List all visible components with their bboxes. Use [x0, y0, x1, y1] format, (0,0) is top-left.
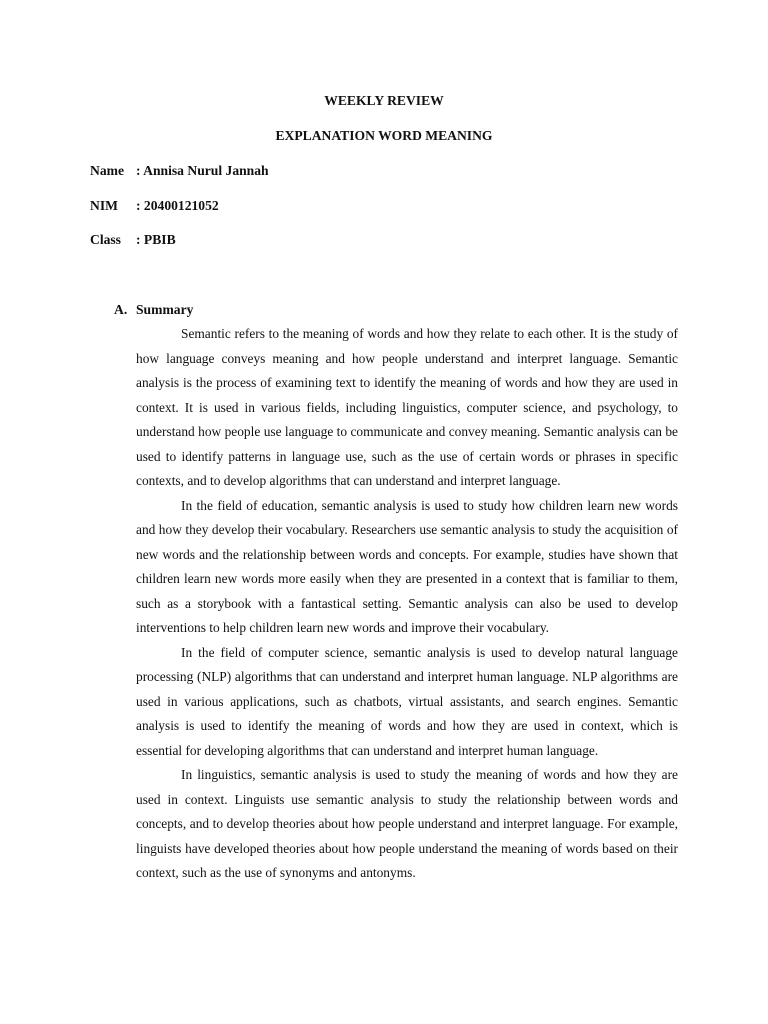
class-value: : PBIB — [136, 232, 176, 247]
info-row-class — [90, 231, 176, 249]
paragraph: Semantic refers to the meaning of words and how they relate to each other. It is the study of how language conveys meaning and how people understand and interpret language. Semantic analysis is the process of examining text to identify the meaning of words and how they are used in context. It is used in various fields, including linguistics, computer science, and psychology, to understand how people use language to communicate and convey meaning. Semantic analysis can be used to identify patterns in language use, such as the use of certain words or phrases in specific contexts, and to develop algorithms that can understand and interpret language. — [136, 326, 678, 488]
section-letter: A. — [114, 302, 128, 317]
info-row-nim — [90, 197, 219, 215]
nim-label: NIM — [90, 198, 118, 213]
section-title: Summary — [136, 302, 194, 317]
name-value: : Annisa Nurul Jannah — [136, 163, 269, 178]
class-label: Class — [90, 232, 121, 247]
nim-value: : 20400121052 — [136, 198, 219, 213]
document-subtitle: EXPLANATION WORD MEANING — [275, 128, 493, 143]
section-heading — [114, 301, 680, 319]
name-label: Name — [90, 163, 124, 178]
section-body — [136, 322, 678, 886]
document-title: WEEKLY REVIEW — [324, 93, 444, 108]
paragraph: In the field of education, semantic analysis is used to study how children learn new words and how they develop their vocabulary. Researchers use semantic analysis to study the acquisition of new words and the relationship between words and concepts. For example, studies have shown that children learn new words more easily when they are presented in a context that is familiar to them, such as a storybook with a fantastical setting. Semantic analysis can also be used to develop interventions to help children learn new words and improve their vocabulary. — [136, 497, 678, 635]
paragraph: In linguistics, semantic analysis is used to study the meaning of words and how they are used in context. Linguists use semantic analysis to study the relationship between words and concepts, and to develop theories about how people understand and interpret language. For example, linguists have developed theories about how people understand the meaning of words based on their context, such as the use of synonyms and antonyms. — [136, 767, 678, 880]
info-row-name — [90, 162, 269, 180]
paragraph: In the field of computer science, semantic analysis is used to develop natural language processing (NLP) algorithms that can understand and interpret human language. NLP algorithms are used in various applications, such as chatbots, virtual assistants, and search engines. Semantic analysis is used to identify the meaning of words and how they are used in context, which is essential for developing algorithms that can understand and interpret human language. — [136, 644, 678, 758]
summary-section — [90, 301, 680, 886]
